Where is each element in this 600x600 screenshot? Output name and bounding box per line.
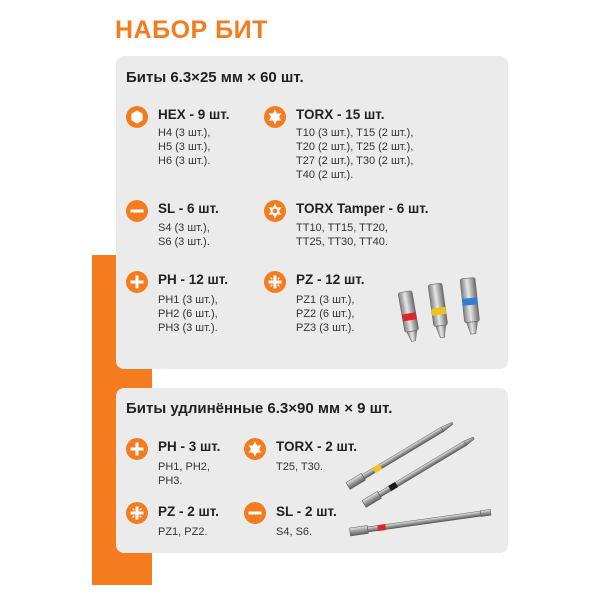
sl-heading: SL - 6 шт.	[158, 201, 219, 216]
pz-details: PZ1 (3 шт.), PZ2 (6 шт.), PZ3 (3 шт.).	[296, 294, 355, 334]
long-bits-panel	[116, 388, 508, 553]
pozidriv-icon	[126, 502, 148, 524]
long-bits-title: Биты удлинённые 6.3×90 мм × 9 шт.	[126, 400, 393, 417]
hex-details: H4 (3 шт.), H5 (3 шт.), H6 (3 шт.).	[158, 127, 211, 167]
torx-icon	[264, 106, 286, 128]
pz-heading: PZ - 12 шт.	[296, 272, 365, 287]
long-torx-heading: TORX - 2 шт.	[276, 439, 357, 454]
torx-heading: TORX - 15 шт.	[296, 107, 385, 122]
torx-details: T10 (3 шт.), T15 (2 шт.), T20 (2 шт.), T25 (2 шт.), T27 (2 шт.), T30 (2 шт.), T40 (2 шт.).	[296, 127, 414, 181]
short-bits-panel	[116, 56, 508, 369]
long-torx-details: T25, T30.	[276, 461, 323, 473]
pozidriv-icon	[264, 271, 286, 293]
long-pz-details: PZ1, PZ2.	[158, 526, 208, 538]
phillips-icon	[126, 271, 148, 293]
hex-heading: HEX - 9 шт.	[158, 107, 230, 122]
torx-tamper-details: TT10, TT15, TT20, TT25, TT30, TT40.	[296, 222, 388, 248]
torx-icon	[244, 438, 266, 460]
long-ph-details: PH1, PH2, PH3.	[158, 461, 210, 487]
ph-heading: PH - 12 шт.	[158, 272, 228, 287]
phillips-icon	[126, 438, 148, 460]
ph-details: PH1 (3 шт.), PH2 (6 шт.), PH3 (3 шт.).	[158, 294, 218, 334]
slotted-icon	[244, 502, 266, 524]
short-bits-image	[378, 271, 498, 361]
long-pz-heading: PZ - 2 шт.	[158, 504, 219, 519]
long-sl-heading: SL - 2 шт.	[276, 504, 337, 519]
torx-tamper-icon	[264, 200, 286, 222]
sl-details: S4 (3 шт.), S6 (3 шт.).	[158, 222, 210, 248]
torx-tamper-heading: TORX Tamper - 6 шт.	[296, 201, 429, 216]
long-sl-details: S4, S6.	[276, 526, 313, 538]
long-bits-image	[338, 420, 508, 548]
slotted-icon	[126, 200, 148, 222]
page-title: НАБОР БИТ	[115, 16, 268, 44]
short-bits-title: Биты 6.3×25 мм × 60 шт.	[126, 69, 304, 86]
long-ph-heading: PH - 3 шт.	[158, 439, 221, 454]
hex-icon	[126, 106, 148, 128]
